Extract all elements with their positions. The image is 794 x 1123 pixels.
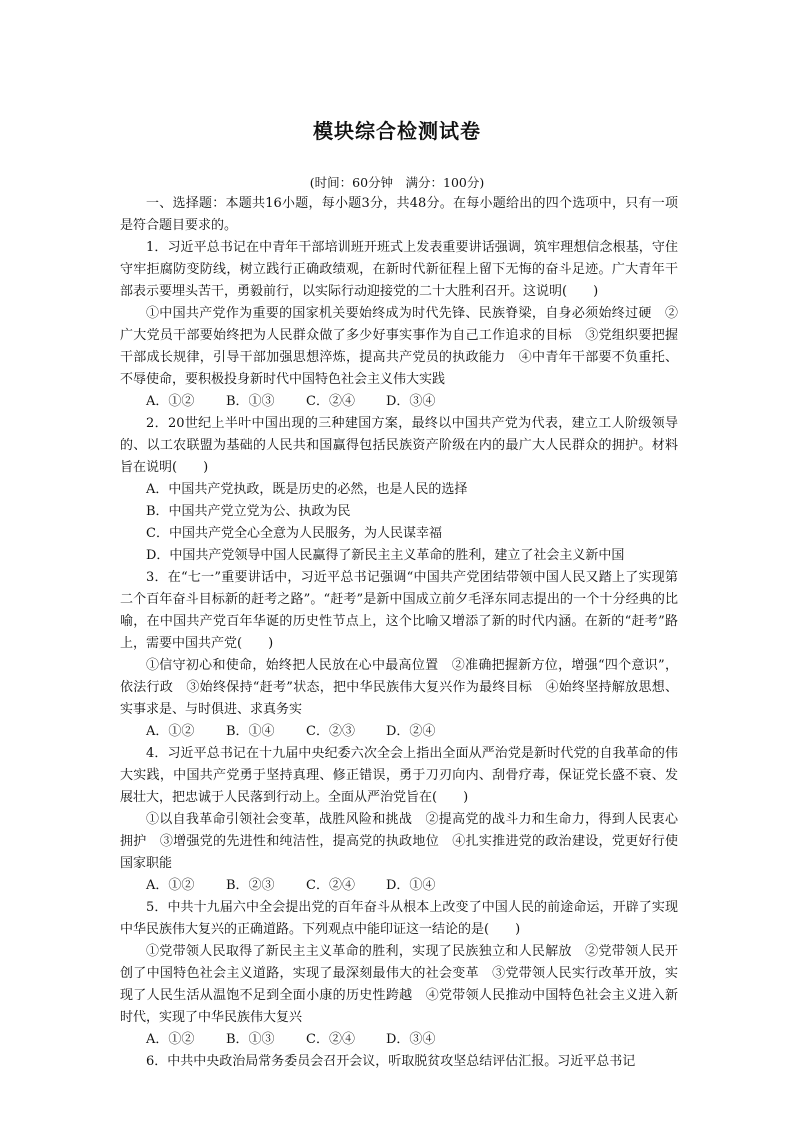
option-c: C．②④: [306, 394, 355, 409]
option-d: D．中国共产党领导中国人民赢得了新民主主义革命的胜利，建立了社会主义新中国: [146, 548, 625, 563]
option-c: C．②④: [306, 878, 355, 893]
question-stem: 5．中共十九届六中全会提出党的百年奋斗从根本上改变了中国人民的前途命运，开辟了实现中华民族伟大复兴的正确道路。下列观点中能印证这一结论的是( ): [120, 900, 678, 937]
option-d: D．③④: [386, 394, 436, 409]
option-a: A．①②: [146, 1032, 195, 1047]
exam-meta: (时间：60分钟 满分：100分): [309, 175, 485, 190]
option-b: B．①③: [226, 1032, 275, 1047]
option-a: A．①②: [146, 394, 195, 409]
page-title: 模块综合检测试卷: [313, 119, 481, 143]
option-b: B．①③: [226, 394, 275, 409]
question-options: [120, 1029, 678, 1051]
question-statements: ①中国共产党作为重要的国家机关要始终成为时代先锋、民族脊梁，自身必须始终过硬 ②广大党员干部要始终把为人民群众做了多少好事实事作为自己工作追求的目标 ③党组织要把握干部成长规律，引导干部加强思想淬炼，提高共产党员的执政能力 ④中青年干部要不负重托、不辱使命，要积极投身新时代中国特色社会主义伟大实践: [120, 306, 678, 387]
question-options: [120, 391, 678, 413]
option-c: C．②④: [306, 1032, 355, 1047]
option-b: B．①④: [226, 724, 275, 739]
option-a: A．①②: [146, 878, 195, 893]
question-statements: ①党带领人民取得了新民主主义革命的胜利，实现了民族独立和人民解放 ②党带领人民开创了中国特色社会主义道路，实现了最深刻最伟大的社会变革 ③党带领人民实行改革开放，实现了人民生活从温饱不足到全面小康的历史性跨越 ④党带领人民推动中国特色社会主义进入新时代，实现了中华民族伟大复兴: [120, 944, 678, 1025]
option-d: D．②④: [386, 724, 436, 739]
option-d: D．③④: [386, 1032, 436, 1047]
question-stem: 4．习近平总书记在十九届中央纪委六次全会上指出全面从严治党是新时代党的自我革命的伟大实践，中国共产党勇于坚持真理、修正错误，勇于刀刃向内、刮骨疗毒，保证党长盛不衰、发展壮大，把忠诚于人民落到行动上。全面从严治党旨在( ): [120, 746, 678, 805]
option-a: A．中国共产党执政，既是历史的必然，也是人民的选择: [146, 482, 468, 497]
option-a: A．①②: [146, 724, 195, 739]
option-c: C．中国共产党全心全意为人民服务，为人民谋幸福: [146, 526, 442, 541]
question-statements: ①以自我革命引领社会变革，战胜风险和挑战 ②提高党的战斗力和生命力，得到人民衷心拥护 ③增强党的先进性和纯洁性，提高党的执政地位 ④扎实推进党的政治建设，党更好行使国家职能: [120, 812, 678, 871]
question-options: [120, 721, 678, 743]
question-stem: 3．在“七一”重要讲话中，习近平总书记强调“中国共产党团结带领中国人民又踏上了实现第二个百年奋斗目标新的赶考之路”。“赶考”是新中国成立前夕毛泽东同志提出的一个十分经典的比喻，在中国共产党百年华诞的历史性节点上，这个比喻又增添了新的时代内涵。在新的“赶考”路上，需要中国共产党( ): [120, 570, 678, 651]
question-stem: 1．习近平总书记在中青年干部培训班开班式上发表重要讲话强调，筑牢理想信念根基，守住守牢拒腐防变防线，树立践行正确政绩观，在新时代新征程上留下无悔的奋斗足迹。广大青年干部表示要埋头苦干，勇毅前行，以实际行动迎接党的二十大胜利召开。这说明( ): [120, 240, 678, 299]
section-intro: 一、选择题：本题共16小题，每小题3分，共48分。在每小题给出的四个选项中，只有一项是符合题目要求的。: [120, 196, 678, 233]
question-statements: ①信守初心和使命，始终把人民放在心中最高位置 ②准确把握新方位，增强“四个意识”，依法行政 ③始终保持“赶考”状态，把中华民族伟大复兴作为最终目标 ④始终坚持解放思想、实事求是、与时俱进、求真务实: [120, 658, 678, 717]
option-b: B．②③: [226, 878, 275, 893]
exam-content: [120, 193, 678, 1073]
option-c: C．②③: [306, 724, 355, 739]
question-stem: 6．中共中央政治局常务委员会召开会议，听取脱贫攻坚总结评估汇报。习近平总书记: [146, 1054, 636, 1069]
question-options: [120, 875, 678, 897]
question-stem: 2．20世纪上半叶中国出现的三种建国方案，最终以中国共产党为代表，建立工人阶级领导的、以工农联盟为基础的人民共和国赢得包括民族资产阶级在内的最广大人民群众的拥护。材料旨在说明( ): [120, 416, 678, 475]
option-b: B．中国共产党立党为公、执政为民: [146, 504, 351, 519]
option-d: D．①④: [386, 878, 436, 893]
